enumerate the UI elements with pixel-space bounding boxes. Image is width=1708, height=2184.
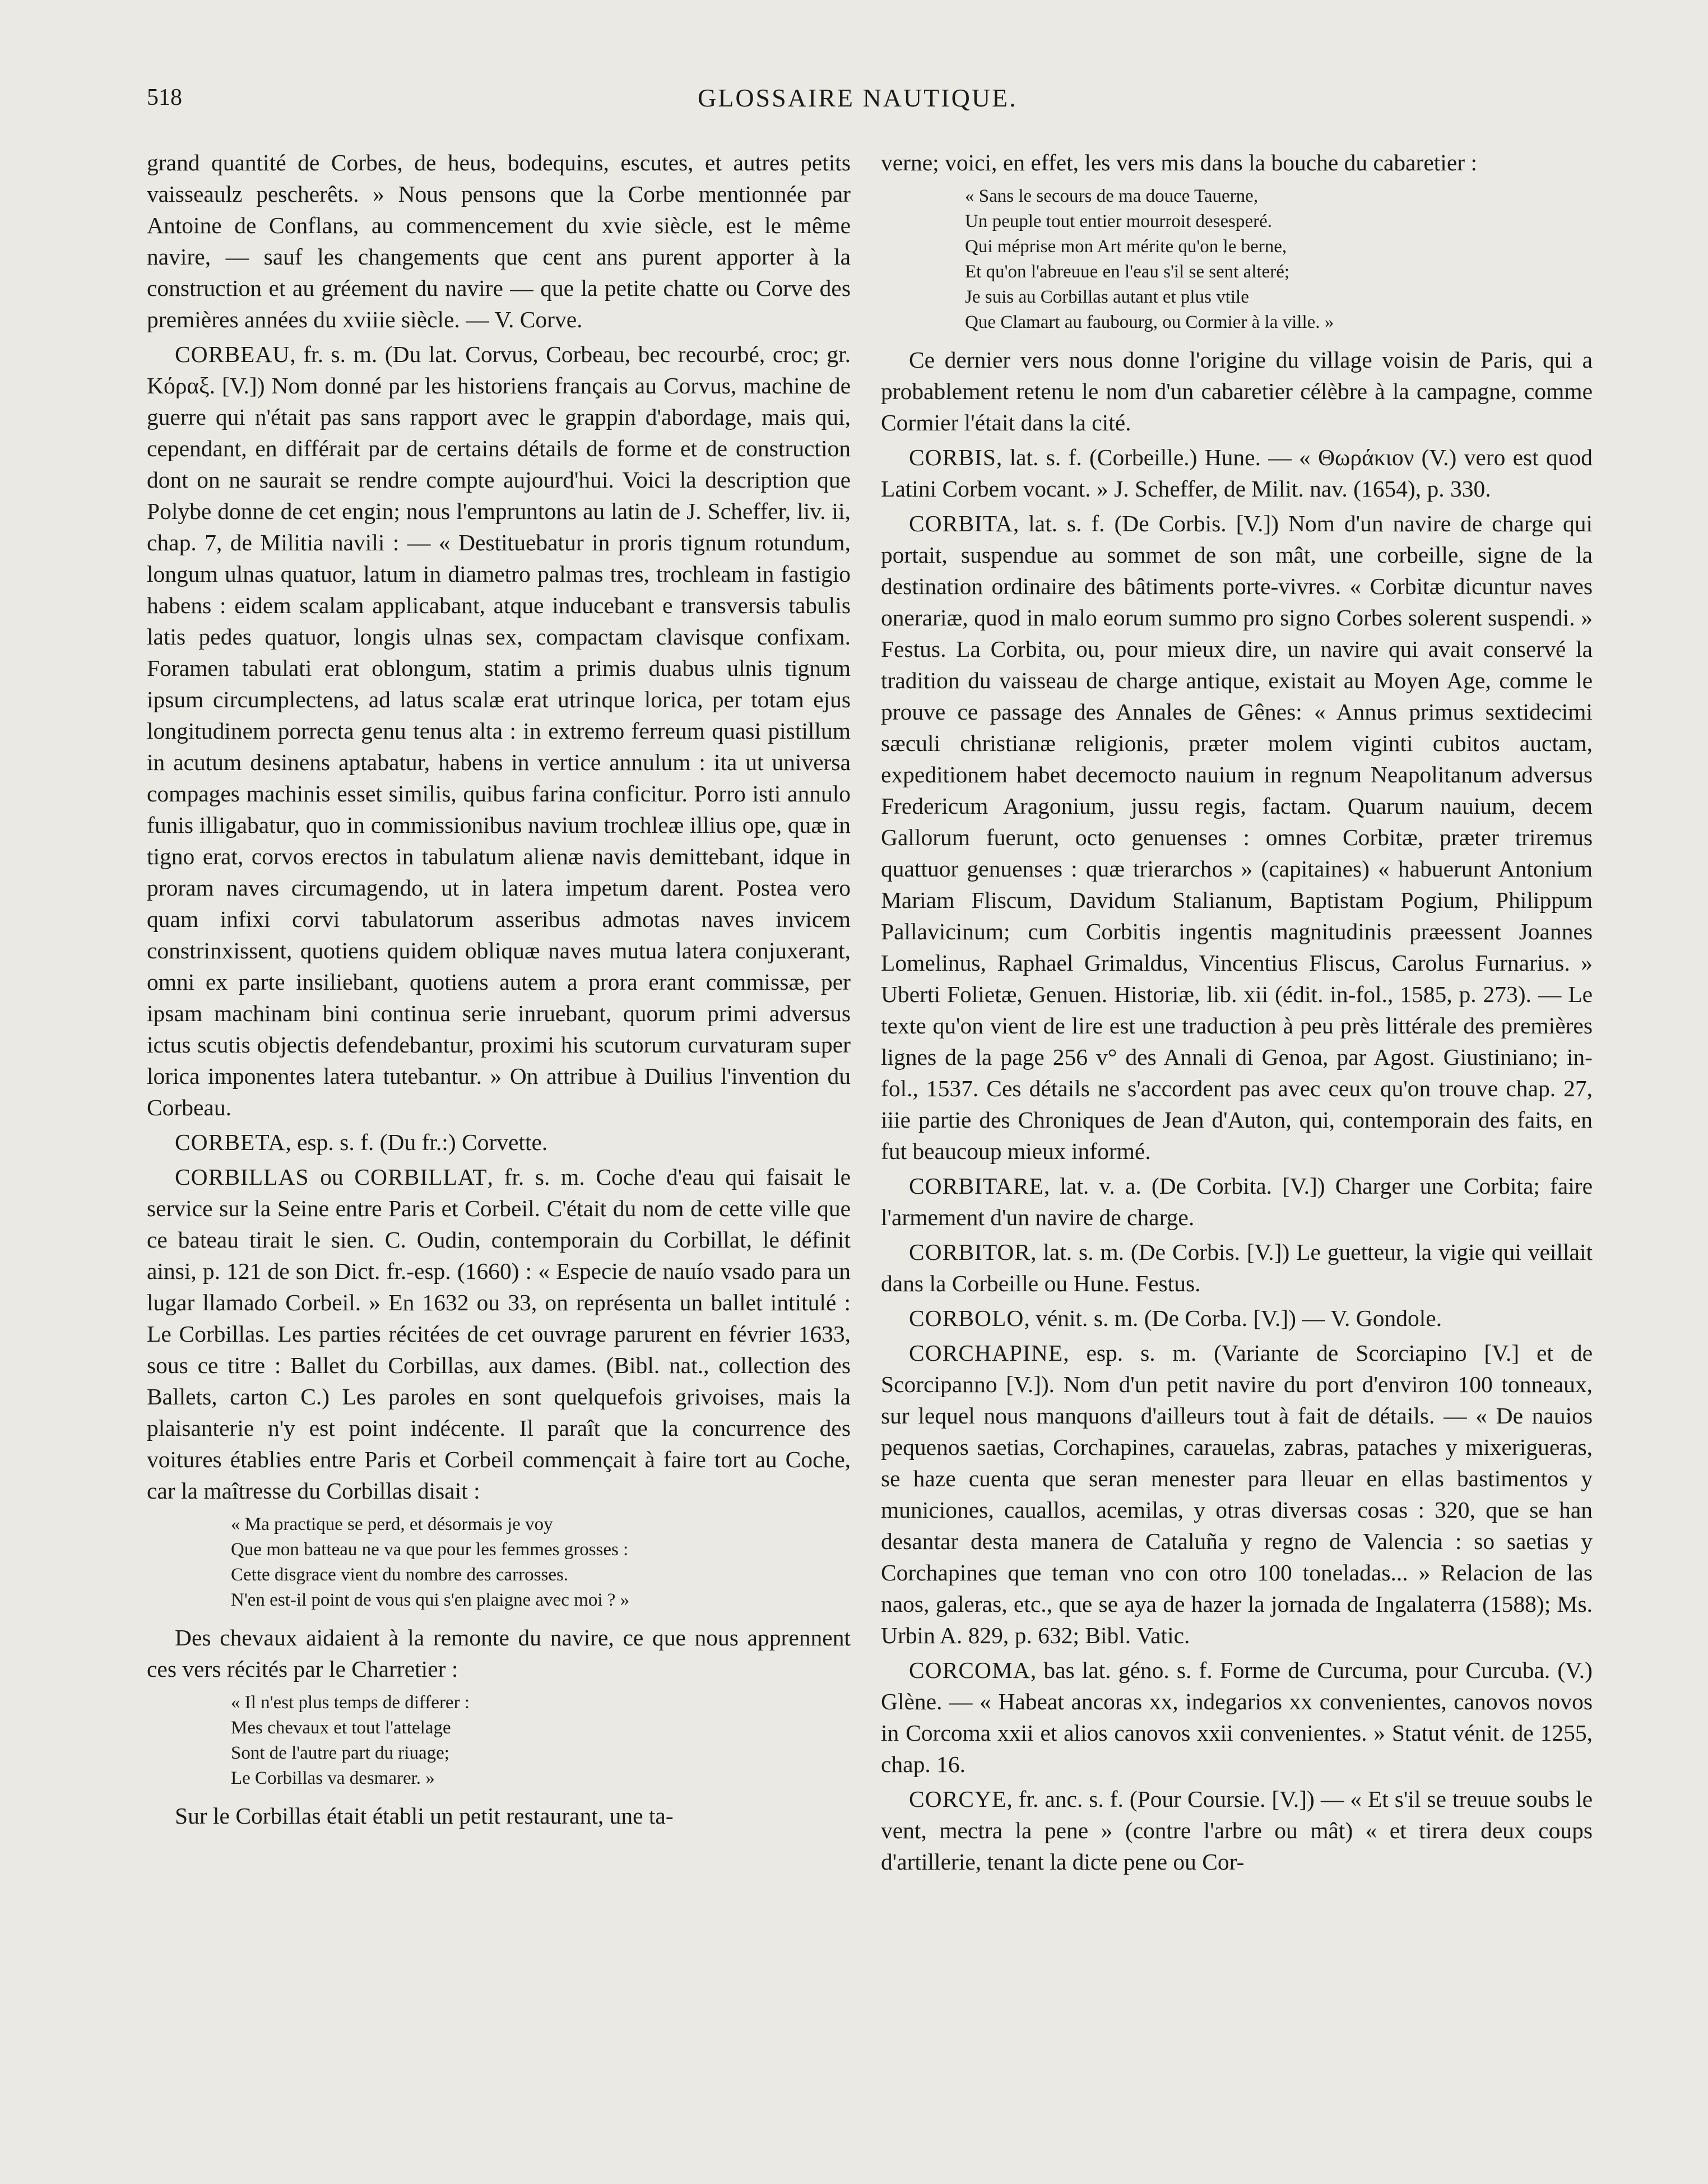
entry-corcoma bbox=[881, 1654, 1593, 1780]
headword-corcye: CORCYE bbox=[909, 1786, 1007, 1812]
entry-corbis-text: , lat. s. f. (Corbeille.) Hune. — « Θωράκιον (V.) vero est quod Latini Corbem vocant. » J. Scheffer, de Milit. nav. (1654), p. 330. bbox=[881, 444, 1593, 502]
poem-line: Sont de l'autre part du riuage; bbox=[231, 1743, 449, 1763]
paragraph-village: Ce dernier vers nous donne l'origine du village voisin de Paris, qui a probablement retenu le nom d'un cabaretier célèbre à la campagne, comme Cormier l'était dans la cité. bbox=[881, 347, 1593, 435]
poem-cabaretier bbox=[965, 184, 1593, 335]
headword-connector: ou bbox=[309, 1164, 355, 1190]
entry-corbita bbox=[881, 508, 1593, 1167]
headword-corbis: CORBIS bbox=[909, 444, 996, 470]
poem-line: Qui méprise mon Art mérite qu'on le berne, bbox=[965, 237, 1287, 257]
headword-corbitare: CORBITARE bbox=[909, 1173, 1044, 1199]
headword-corchapine: CORCHAPINE bbox=[909, 1340, 1064, 1366]
headword-corbita: CORBITA bbox=[909, 511, 1013, 536]
poem-line: Je suis au Corbillas autant et plus vtile bbox=[965, 287, 1249, 307]
entry-corbolo bbox=[881, 1302, 1593, 1334]
entry-corbitor bbox=[881, 1236, 1593, 1299]
poem-charretier bbox=[231, 1690, 851, 1791]
poem-line: « Sans le secours de ma douce Tauerne, bbox=[965, 186, 1259, 206]
entry-corbita-text: , lat. s. f. (De Corbis. [V.]) Nom d'un navire de charge qui portait, suspendue au sommet de son mât, une corbeille, signe de la destination ordinaire des bâtiments porte-vivres. « Corbitæ dicuntur naves onerariæ, quod in malo eorum summo pro signo Corbes solerent suspendi. » Festus. La Corbita, ou, pour mieux dire, un navire qui avait conservé la tradition du vaisseau de charge antique, existait au Moyen Age, comme le prouve ce passage des Annales de Gênes: « Annus primus sextidecimi sæculi christianæ religionis, præter molem viginti cubitos auctam, expeditionem habet decemocto nauium in regnum Neapolitanum adversus Fredericum Aragonium, jussu regis, factam. Quarum nauium, decem Gallorum fuerunt, octo genuenses : omnes Corbitæ, præter triremus quattuor genuenses : quæ trierarchos » (capitaines) « habuerunt Antonium Mariam Fliscum, Davidum Stalianum, Baptistam Pogium, Philippum Pallavicinum; cum Corbitis ingentis magnitudinis præessent Joannes Lomelinus, Raphael Grimaldus, Vincentius Fliscus, Carolus Furnarius. » Uberti Folietæ, Genuen. Historiæ, lib. xii (édit. in-fol., 1585, p. 273). — Le texte qu'on vient de lire est une traduction à peu près littérale des premières lignes de la page 256 v° des Annali di Genoa, par Agost. Giustiniano; in-fol., 1537. Ces détails ne s'accordent pas avec ceux qu'on trouve chap. 27, iiie partie des Chroniques de Jean d'Auton, qui, contemporain des faits, en fut beaucoup mieux informé. bbox=[881, 511, 1593, 1164]
poem-line: Cette disgrace vient du nombre des carrosses. bbox=[231, 1565, 569, 1585]
poem-line: Mes chevaux et tout l'attelage bbox=[231, 1718, 451, 1738]
entry-corbolo-text: , vénit. s. m. (De Corba. [V.]) — V. Gondole. bbox=[1024, 1305, 1442, 1331]
entry-corbeta-text: , esp. s. f. (Du fr.:) Corvette. bbox=[285, 1129, 548, 1155]
entry-corchapine-text: , esp. s. m. (Variante de Scorciapino [V.] et de Scorcipanno [V.]). Nom d'un petit navire du port d'environ 100 tonneaux, sur lequel nous manquons d'ailleurs tout à fait de détails. — « De nauios pequenos saetias, Corchapines, carauelas, zabras, pataches y mixerigueras, se haze cuenta que seran menester para lleuar en ellas bastimentos y municiones, cauallos, acemilas, y otras diversas cosas : 320, que se han desantar desta manera de Cataluña y regno de Valencia : so saetias y Corchapines que teman vno con otro 100 toneladas... » Relacion de las naos, galeras, etc., que se aya de hazer la jornada de Ingalaterra (1588); Ms. Urbin A. 829, p. 632; Bibl. Vatic. bbox=[881, 1340, 1593, 1648]
poem-line: Que Clamart au faubourg, ou Cormier à la ville. » bbox=[965, 312, 1334, 332]
entry-corbeta bbox=[147, 1126, 851, 1158]
right-column bbox=[881, 147, 1593, 2041]
entry-corbitare-text: , lat. v. a. (De Corbita. [V.]) Charger une Corbita; faire l'armement d'un navire de charge. bbox=[881, 1173, 1593, 1230]
entry-corbitor-text: , lat. s. m. (De Corbis. [V.]) Le guetteur, la vigie qui veillait dans la Corbeille ou Hune. Festus. bbox=[881, 1239, 1593, 1296]
headword-corbillas: CORBILLAS bbox=[175, 1164, 309, 1190]
entry-corbeau bbox=[147, 339, 851, 1123]
headword-corcoma: CORCOMA bbox=[909, 1657, 1031, 1683]
left-column bbox=[147, 147, 851, 2041]
paragraph-intro: grand quantité de Corbes, de heus, bodequins, escutes, et autres petits vaisseaulz pescherêts. » Nous pensons que la Corbe mentionnée par Antoine de Conflans, au commencement du xvie siècle, est le même navire, — sauf les changements que cent ans purent apporter à la construction et au gréement du navire — que la petite chatte ou Corve des premières années du xviiie siècle. — V. Corve. bbox=[147, 150, 851, 332]
poem-line: Le Corbillas va desmarer. » bbox=[231, 1768, 435, 1788]
entry-corcye-text: , fr. anc. s. f. (Pour Coursie. [V.]) — « Et s'il se treuue soubs le vent, mectra la pene » (contre l'arbre ou mât) « et tirera deux coups d'artillerie, tenant la dicte pene ou Cor- bbox=[881, 1786, 1593, 1875]
poem-line: Un peuple tout entier mourroit desesperé. bbox=[965, 211, 1272, 231]
poem-line: « Il n'est plus temps de differer : bbox=[231, 1693, 470, 1713]
headword-corbeta: CORBETA bbox=[175, 1129, 286, 1155]
paragraph-chevaux: Des chevaux aidaient à la remonte du navire, ce que nous apprennent ces vers récités par le Charretier : bbox=[147, 1625, 851, 1682]
entry-corcoma-text: , bas lat. géno. s. f. Forme de Curcuma, pour Curcuba. (V.) Glène. — « Habeat ancoras xx, indegarios xx convenientes, canovos novos in Corcoma xxii et alios canovos xxii convenientes. » Statut vénit. de 1255, chap. 16. bbox=[881, 1657, 1593, 1777]
entry-corbeau-text: , fr. s. m. (Du lat. Corvus, Corbeau, bec recourbé, croc; gr. Κόραξ. [V.]) Nom donné par les historiens français au Corvus, machine de guerre qui n'était pas sans rapport avec le grappin d'abordage, mais qui, cependant, en différait par de certains détails de forme et de construction dont on ne saurait se rendre compte aujourd'hui. Voici la description que Polybe donne de cet engin; nous l'empruntons au latin de J. Scheffer, liv. ii, chap. 7, de Militia navili : — « Destituebatur in proris tignum rotundum, longum ulnas quatuor, latum in diametro palmas tres, trochleam in fastigio habens : eidem scalam applicabant, atque inducebant e transversis tabulis latis pedes quatuor, longis ulnas sex, compactam clavisque confixam. Foramen tabulati erat oblongum, statim a primis duabus ulnis tignum ipsum circumplectens, ad latus scalæ erat utrinque lorica, per totam ejus longitudinem porrecta genu tenus alta : in extremo ferreum quasi pistillum in acutum desinens aptabatur, habens in vertice annulum : ita ut universa compages machinis esset similis, quibus farina conficitur. Porro isti annulo funis illigabatur, quo in commissionibus navium trochleæ illius ope, quæ in tigno erat, corvos erectos in tabulatum alienæ navis demittebant, idque in proram naves circumagendo, ut in latera impetum darent. Postea vero quam infixi corvi tabulatorum asseribus admotas naves invicem constrinxissent, quotiens quidem obliquæ naves mutua latera conjuxerant, omni ex parte insiliebant, quotiens autem a prora erant commissæ, per ipsam machinam bini continua serie inruebant, quorum primi adversus ictus scutis objectis defendebantur, proximi his scutorum curvaturam super lorica imponentes latera tutebantur. » On attribue à Duilius l'invention du Corbeau. bbox=[147, 341, 851, 1120]
headword-corbolo: CORBOLO bbox=[909, 1305, 1024, 1331]
paragraph-taverne: verne; voici, en effet, les vers mis dans la bouche du cabaretier : bbox=[881, 150, 1477, 175]
poem-line: « Ma practique se perd, et désormais je voy bbox=[231, 1514, 553, 1534]
entry-corbitare bbox=[881, 1170, 1593, 1233]
entry-corcye bbox=[881, 1783, 1593, 1877]
page-number: 518 bbox=[147, 85, 182, 110]
headword-corbeau: CORBEAU bbox=[175, 341, 290, 367]
entry-corbis bbox=[881, 442, 1593, 504]
entry-corchapine bbox=[881, 1337, 1593, 1651]
entry-corbillas bbox=[147, 1161, 851, 1506]
paragraph-restaurant: Sur le Corbillas était établi un petit restaurant, une ta- bbox=[175, 1803, 674, 1829]
poem-maitresse bbox=[231, 1512, 851, 1613]
running-title: GLOSSAIRE NAUTIQUE. bbox=[698, 84, 1018, 112]
poem-line: Que mon batteau ne va que pour les femmes grosses : bbox=[231, 1540, 629, 1560]
headword-corbitor: CORBITOR bbox=[909, 1239, 1031, 1265]
headword-corbillat: CORBILLAT bbox=[354, 1164, 488, 1190]
poem-line: Et qu'on l'abreuue en l'eau s'il se sent alteré; bbox=[965, 262, 1290, 282]
poem-line: N'en est-il point de vous qui s'en plaigne avec moi ? » bbox=[231, 1590, 630, 1610]
entry-corbillas-text: , fr. s. m. Coche d'eau qui faisait le service sur la Seine entre Paris et Corbeil. C'était du nom de cette ville que ce bateau tirait le sien. C. Oudin, contemporain du Corbillat, le définit ainsi, p. 121 de son Dict. fr.-esp. (1660) : « Especie de nauío vsado para un lugar llamado Corbeil. » En 1632 ou 33, on représenta un ballet intitulé : Le Corbillas. Les parties récitées de cet ouvrage parurent en février 1633, sous ce titre : Ballet du Corbillas, aux dames. (Bibl. nat., collection des Ballets, carton C.) Les paroles en sont quelquefois grivoises, mais la plaisanterie n'y est point indécente. Il paraît que la concurrence des voitures établies entre Paris et Corbeil commençait à faire tort au Coche, car la maîtresse du Corbillas disait : bbox=[147, 1164, 851, 1504]
